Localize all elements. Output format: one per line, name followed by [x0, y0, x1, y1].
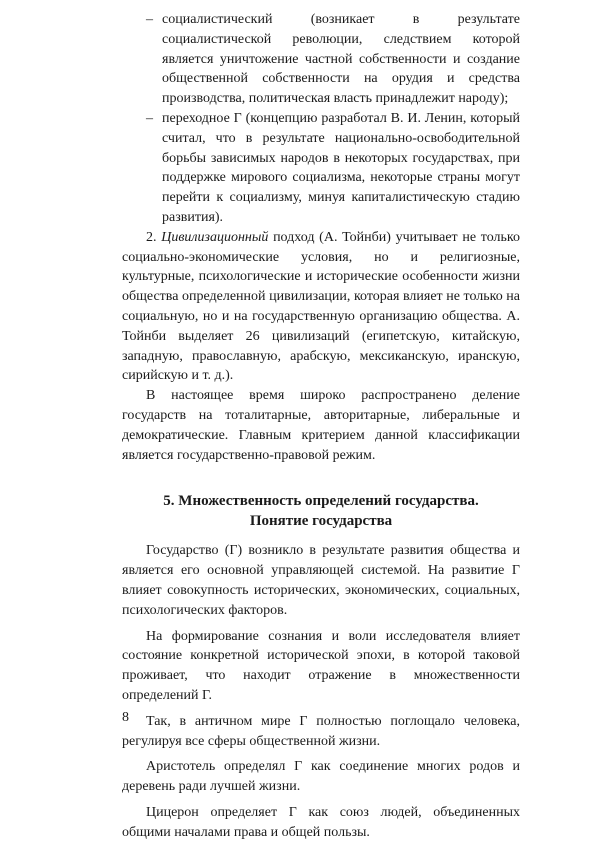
list-item-text: переходное Г (концепцию разработал В. И. Ленин, который считал, что в результате национально-освободительной борьбы зависимых народов в некоторых государствах, при поддержке мирового социализма, некоторые страны могут перейти к социализму, минуя капиталистическую стадию развития).: [162, 110, 520, 225]
page-number: 8: [122, 710, 129, 725]
heading-line-1: 5. Множественность определений государства.: [163, 493, 479, 510]
modern-classification-paragraph: В настоящее время широко распространено деление государств на тоталитарные, авторитарные, либеральные и демократические. Главным критерием данной классификации является государственно-правовой режим.: [122, 388, 520, 463]
italic-term: Цивилизационный: [161, 229, 269, 245]
list-dash: –: [146, 12, 153, 27]
list-item-socialist: [146, 10, 520, 109]
paragraph: Аристотель определял Г как соединение многих родов и деревень ради лучшей жизни.: [122, 759, 520, 795]
heading-line-2: Понятие государства: [249, 513, 393, 530]
section-heading: [122, 491, 520, 531]
paragraph-text: подход (А. Тойнби) учитывает не только социально-экономические условия, но и религиозные, культурные, психологические и исторические особенности жизни общества определенной цивилизации, которая влияет не только на социальную, но и на государственную организацию общества. А. Тойнби выделяет 26 цивилизаций (египетскую, китайскую, западную, православную, арабскую, мексиканскую, иранскую, сирийскую и т. д.).: [122, 229, 520, 384]
civilizational-paragraph: [122, 228, 520, 386]
paragraph-number: 2.: [146, 229, 162, 245]
paragraph: Цицерон определяет Г как союз людей, объединенных общими началами права и общей пользы.: [122, 804, 520, 840]
list-dash: –: [146, 110, 153, 126]
list-item-transitional: [146, 109, 520, 228]
paragraph: На формирование сознания и воли исследователя влияет состояние конкретной исторической эпохи, в которой таковой проживает, что находит отражение в множественности определений Г.: [122, 628, 520, 703]
list-item-text: социалистический (возникает в результате социалистической революции, следствием которой является уничтожение частной собственности и создание общественной собственности на орудия и средства производства, политическая власть принадлежит народу);: [162, 12, 520, 107]
page-body: [122, 10, 520, 842]
paragraph: Государство (Г) возникло в результате развития общества и является его основной управляющей системой. На развитие Г влияет совокупность исторических, экономических, социальных, психологических факторов.: [122, 543, 520, 618]
paragraph: Так, в античном мире Г полностью поглощало человека, регулируя все сферы общественной жизни.: [122, 713, 520, 749]
